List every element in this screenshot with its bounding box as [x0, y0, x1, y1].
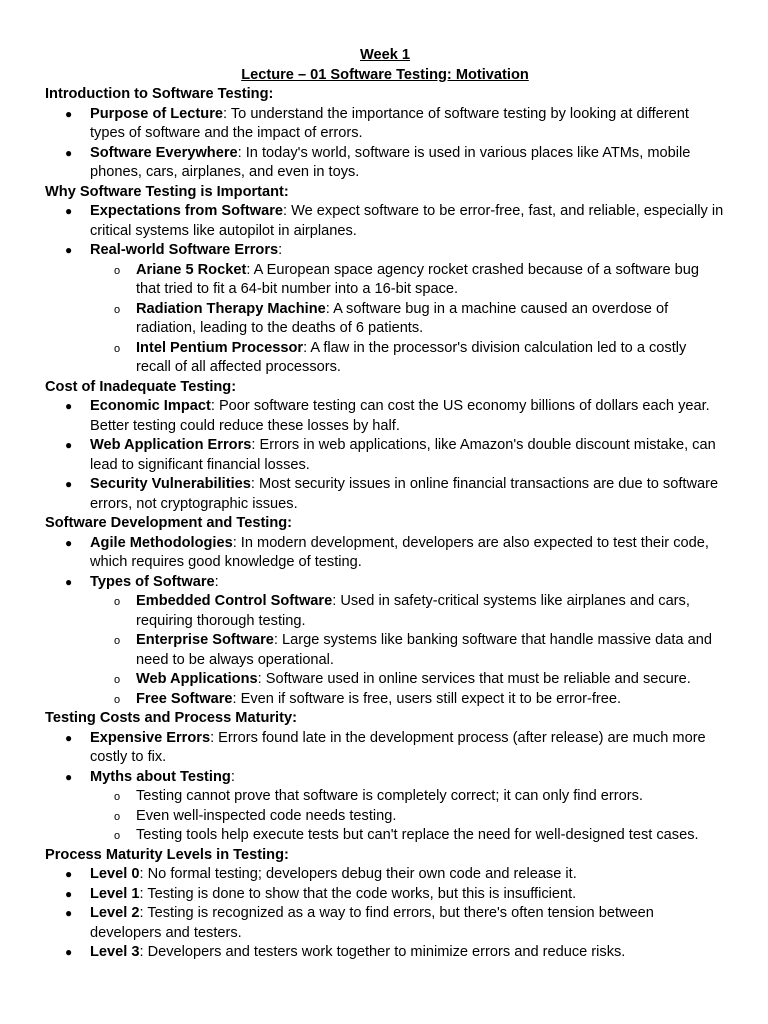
- sub-item-term: Enterprise Software: [136, 632, 274, 648]
- list-item: [45, 241, 725, 261]
- item-text: :: [278, 242, 283, 258]
- item-term: Level 1: [90, 885, 140, 902]
- item-term: Purpose of Lecture: [90, 105, 223, 122]
- item-text: : Poor software testing can cost the US economy billions of dollars each year. Better testing could reduce these losses by half.: [90, 398, 710, 434]
- list-item: [45, 573, 725, 593]
- bullet-list: [45, 534, 725, 710]
- sub-bullet-marker: o: [114, 693, 121, 706]
- sub-item-text: Testing tools help execute tests but can't replace the need for well-designed test cases.: [136, 827, 699, 843]
- sub-list-item: [45, 261, 725, 300]
- lecture-title: Lecture – 01 Software Testing: Motivation: [241, 66, 529, 83]
- sub-item-term: Radiation Therapy Machine: [136, 300, 326, 317]
- list-item: [45, 943, 725, 963]
- bullet-marker: ●: [65, 145, 73, 160]
- sub-bullet-marker: o: [114, 303, 121, 316]
- list-item: [45, 202, 725, 241]
- item-text: : Most security issues in online financial transactions are due to software errors, not cryptographic issues.: [90, 476, 719, 512]
- item-text: : Testing is done to show that the code works, but this is insufficient.: [139, 885, 577, 902]
- list-item: [45, 904, 725, 943]
- sub-bullet-marker: o: [114, 264, 121, 277]
- sub-bullet-marker: o: [114, 342, 121, 355]
- item-term: Level 3: [90, 944, 140, 960]
- sub-item-text: : Even if software is free, users still expect it to be error-free.: [232, 690, 622, 707]
- bullet-list: [45, 865, 725, 963]
- sub-bullet-marker: o: [114, 596, 121, 608]
- item-text: :: [230, 768, 235, 785]
- sub-bullet-marker: o: [114, 791, 121, 803]
- item-term: Myths about Testing: [90, 768, 231, 785]
- sub-list-item: [45, 807, 725, 827]
- section-heading: Software Development and Testing:: [45, 515, 293, 531]
- bullet-marker: ●: [65, 867, 73, 881]
- sub-item-text: : Used in safety-critical systems like airplanes and cars, requiring thorough testing.: [136, 593, 690, 629]
- section-heading: Cost of Inadequate Testing:: [45, 378, 237, 395]
- bullet-list: [45, 105, 725, 183]
- item-term: Web Application Errors: [90, 437, 252, 453]
- section-heading: Testing Costs and Process Maturity:: [45, 710, 297, 726]
- item-text: : We expect software to be error-free, fast, and reliable, especially in critical systems like autopilot in airplanes.: [90, 203, 724, 239]
- item-text: : No formal testing; developers debug their own code and release it.: [139, 866, 577, 882]
- document-page: [45, 46, 725, 963]
- bullet-list: [45, 397, 725, 514]
- bullet-marker: ●: [65, 243, 73, 257]
- bullet-marker: ●: [65, 438, 73, 452]
- list-item: [45, 436, 725, 475]
- item-text: : Testing is recognized as a way to find errors, but there's often tension between developers and testers.: [90, 905, 654, 941]
- bullet-marker: ●: [65, 106, 73, 121]
- item-term: Level 2: [90, 905, 140, 921]
- sub-item-term: Intel Pentium Processor: [136, 339, 304, 356]
- item-text: : Errors in web applications, like Amazon's double discount mistake, can lead to significant financial losses.: [90, 437, 716, 473]
- bullet-marker: ●: [65, 906, 73, 920]
- list-item: [45, 105, 725, 144]
- week-title: Week 1: [359, 47, 411, 63]
- item-term: Real-world Software Errors: [90, 242, 279, 258]
- section-heading: Why Software Testing is Important:: [45, 183, 289, 200]
- sub-bullet-marker: o: [114, 635, 121, 647]
- sub-list-item: [45, 300, 725, 339]
- sub-item-term: Embedded Control Software: [136, 593, 333, 609]
- item-text: : In today's world, software is used in various places like ATMs, mobile phones, cars, airplanes, and even in toys.: [90, 144, 691, 180]
- item-text: : Developers and testers work together to minimize errors and reduce risks.: [139, 944, 626, 960]
- sub-item-text: : A European space agency rocket crashed because of a software bug that tried to fit a 64-bit number into a 16-bit space.: [136, 261, 700, 297]
- item-text: : To understand the importance of software testing by looking at different types of software and the impact of errors.: [90, 105, 689, 141]
- section-heading: Process Maturity Levels in Testing:: [45, 846, 289, 863]
- sub-item-term: Web Applications: [136, 671, 258, 687]
- sub-list-item: [45, 339, 725, 378]
- sub-item-text: : A flaw in the processor's division calculation led to a costly recall of all affected processors.: [136, 339, 687, 375]
- bullet-marker: ●: [65, 477, 73, 491]
- item-term: Security Vulnerabilities: [90, 476, 251, 492]
- sub-list-item: [45, 631, 725, 670]
- list-item: [45, 768, 725, 788]
- bullet-list: [45, 202, 725, 378]
- list-item: [45, 865, 725, 885]
- sub-list-item: [45, 592, 725, 631]
- sub-item-text: : Large systems like banking software that handle massive data and need to be always operational.: [136, 632, 712, 668]
- sub-list-item: [45, 787, 725, 807]
- sub-list-item: [45, 690, 725, 710]
- item-term: Agile Methodologies: [90, 534, 233, 551]
- bullet-marker: ●: [65, 945, 73, 959]
- list-item: [45, 885, 725, 905]
- item-text: :: [214, 573, 219, 590]
- sub-list-item: [45, 670, 725, 690]
- sub-item-text: Even well-inspected code needs testing.: [136, 807, 397, 824]
- list-item: [45, 534, 725, 573]
- bullet-marker: ●: [65, 730, 73, 745]
- item-term: Economic Impact: [90, 398, 211, 414]
- item-text: : In modern development, developers are also expected to test their code, which requires good knowledge of testing.: [90, 534, 709, 570]
- sub-bullet-marker: o: [114, 810, 121, 823]
- bullet-marker: ●: [65, 535, 73, 550]
- sub-list-item: [45, 826, 725, 846]
- bullet-marker: ●: [65, 769, 73, 784]
- item-term: Software Everywhere: [90, 144, 238, 161]
- sub-item-text: : A software bug in a machine caused an overdose of radiation, leading to the deaths of 6 patients.: [136, 300, 669, 336]
- item-text: : Errors found late in the development process (after release) are much more costly to fix.: [90, 729, 706, 765]
- bullet-list: [45, 729, 725, 846]
- sections-container: [45, 85, 725, 963]
- sub-item-text: Testing cannot prove that software is completely correct; it can only find errors.: [136, 788, 643, 804]
- sub-item-term: Free Software: [136, 690, 233, 707]
- item-term: Expensive Errors: [90, 729, 211, 746]
- list-item: [45, 729, 725, 768]
- sub-bullet-marker: o: [114, 830, 121, 842]
- bullet-marker: ●: [65, 574, 73, 589]
- list-item: [45, 144, 725, 183]
- bullet-marker: ●: [65, 399, 73, 413]
- bullet-marker: ●: [65, 204, 73, 218]
- list-item: [45, 475, 725, 514]
- sub-item-text: : Software used in online services that must be reliable and secure.: [257, 671, 691, 687]
- section-heading: Introduction to Software Testing:: [45, 86, 274, 102]
- sub-item-term: Ariane 5 Rocket: [136, 261, 247, 278]
- list-item: [45, 397, 725, 436]
- sub-bullet-marker: o: [114, 674, 121, 686]
- bullet-marker: ●: [65, 886, 73, 901]
- item-term: Level 0: [90, 866, 140, 882]
- item-term: Types of Software: [90, 573, 215, 590]
- item-term: Expectations from Software: [90, 203, 284, 219]
